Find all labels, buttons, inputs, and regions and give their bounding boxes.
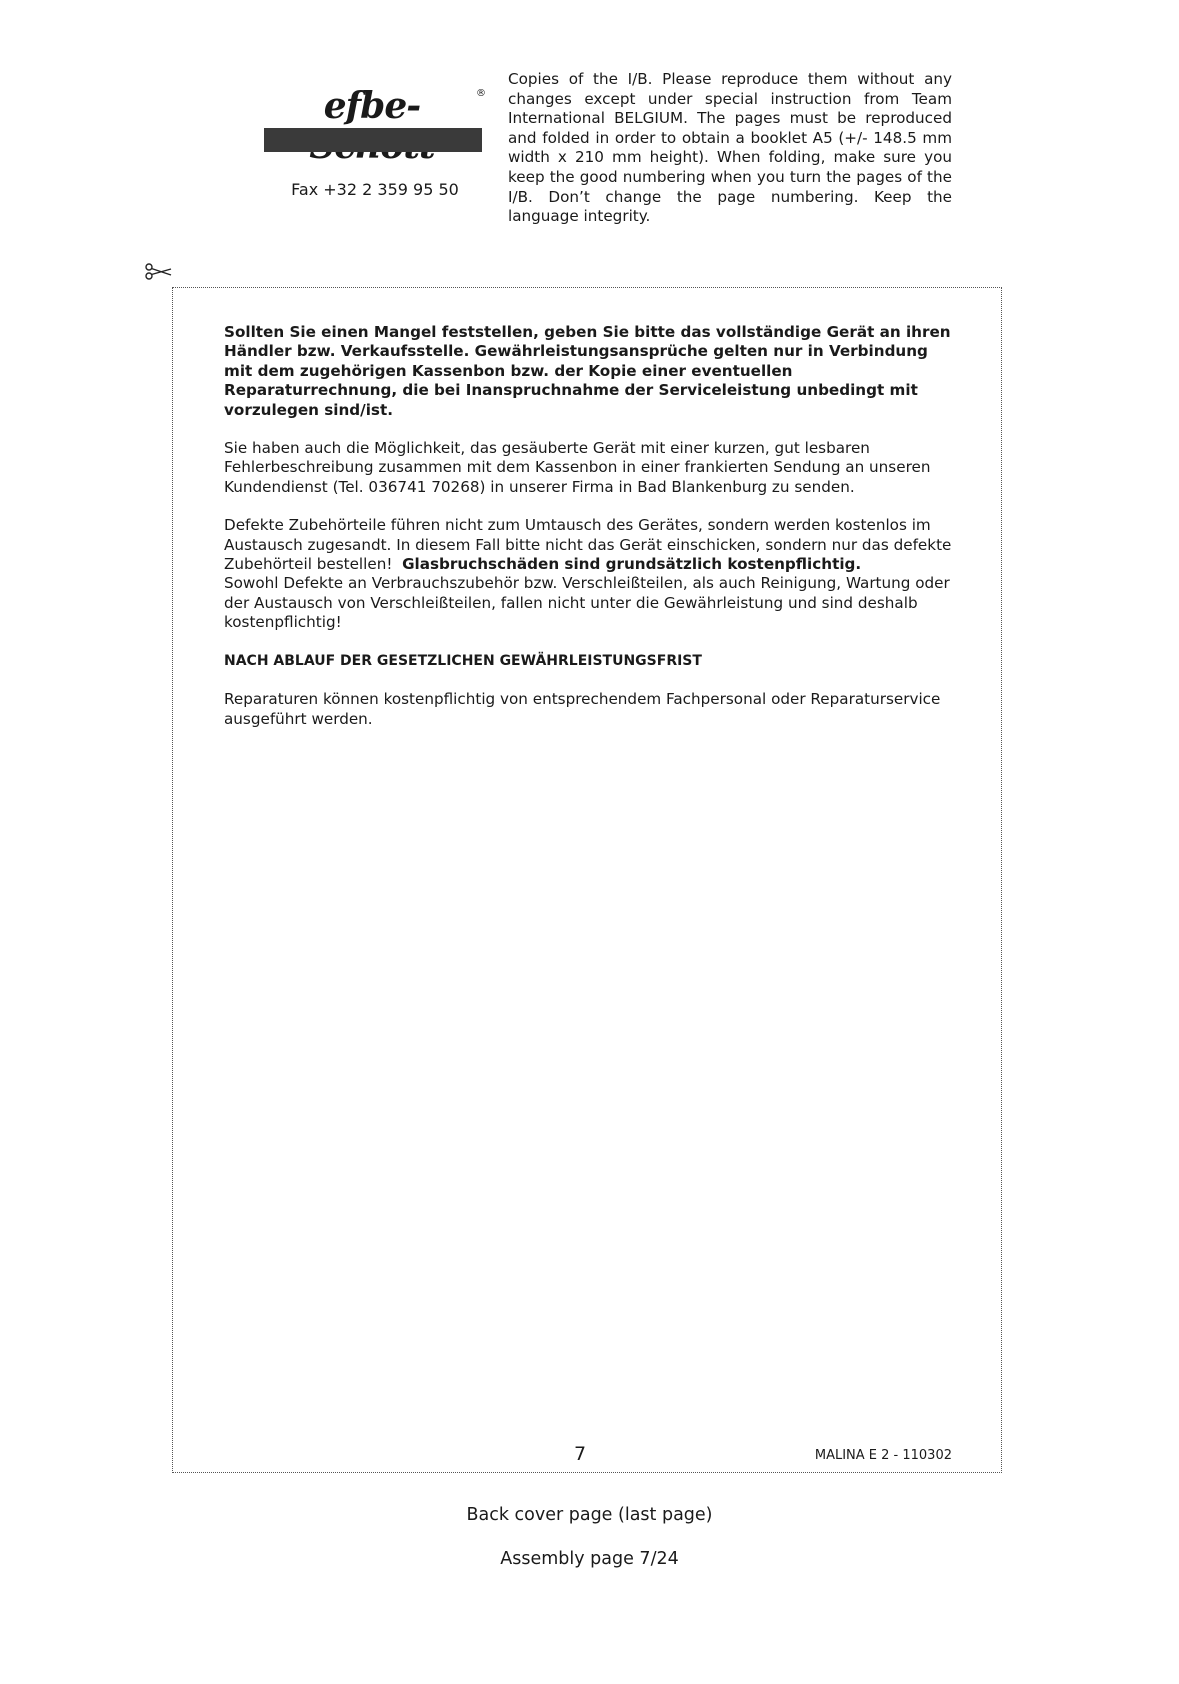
logo-bar [264, 128, 482, 152]
page-number: 7 [573, 1443, 587, 1465]
brand-logo [262, 85, 486, 154]
logo-text: efbe- [323, 85, 421, 127]
service-paragraph: Sie haben auch die Möglichkeit, das gesäuberte Gerät mit einer kurzen, gut lesbaren Fehlerbeschreibung zusammen mit dem Kassenbon in einer frankierten Sendung an unseren Kundendienst (Tel. 036741 70268) in unserer Firma in Bad Blankenburg zu senden. [224, 439, 931, 496]
warranty-claim-paragraph: Sollten Sie einen Mangel feststellen, geben Sie bitte das vollständige Gerät an ihren Händler bzw. Verkaufsstelle. Gewährleistungsansprüche gelten nur in Verbindung mit dem zugehörigen Kassenbon bzw. der Kopie einer eventuellen Reparaturrechnung, die bei Inanspruchnahme der Serviceleistung unbedingt mit vorzulegen sind/ist. [224, 323, 951, 419]
cover-note: Back cover page (last page) [466, 1505, 713, 1525]
reproduction-instructions: Copies of the I/B. Please reproduce them without any changes except under special instruction from Team International BELGIUM. The pages must be reproduced and folded in order to obtain a booklet A5 (+/- 148.5 mm width x 210 mm height). When folding, make sure you keep the good numbering when you turn the pages of the I/B. Don’t change the page numbering. Keep the language integrity. [508, 70, 952, 226]
repairs-paragraph: Reparaturen können kostenpflichtig von entsprechendem Fachpersonal oder Reparaturservice ausgeführt werden. [224, 690, 941, 728]
scissors-icon [144, 261, 172, 281]
accessories-paragraph [224, 516, 954, 632]
model-code: MALINA E 2 - 110302 [814, 1448, 952, 1463]
fax-number: Fax +32 2 359 95 50 [291, 180, 459, 199]
glass-breakage-note: Glasbruchschäden sind grundsätzlich kostenpflichtig. [402, 555, 862, 574]
page-content [224, 323, 954, 748]
wear-parts-text: Sowohl Defekte an Verbrauchszubehör bzw. Verschleißteilen, als auch Reinigung, Wartung oder der Austausch von Verschleißteilen, fallen nicht unter die Gewährleistung und sind deshalb kostenpflichtig! [224, 574, 950, 632]
assembly-note: Assembly page 7/24 [500, 1549, 679, 1569]
registered-mark: ® [476, 88, 486, 99]
accessories-text: Defekte Zubehörteile führen nicht zum Umtausch des Gerätes, sondern werden kostenlos im Austausch zugesandt. In diesem Fall bitte nicht das Gerät einschicken, sondern nur das defekte Zubehörteil bestellen! [224, 516, 952, 574]
section-heading: NACH ABLAUF DER GESETZLICHEN GEWÄHRLEISTUNGSFRIST [224, 652, 702, 669]
